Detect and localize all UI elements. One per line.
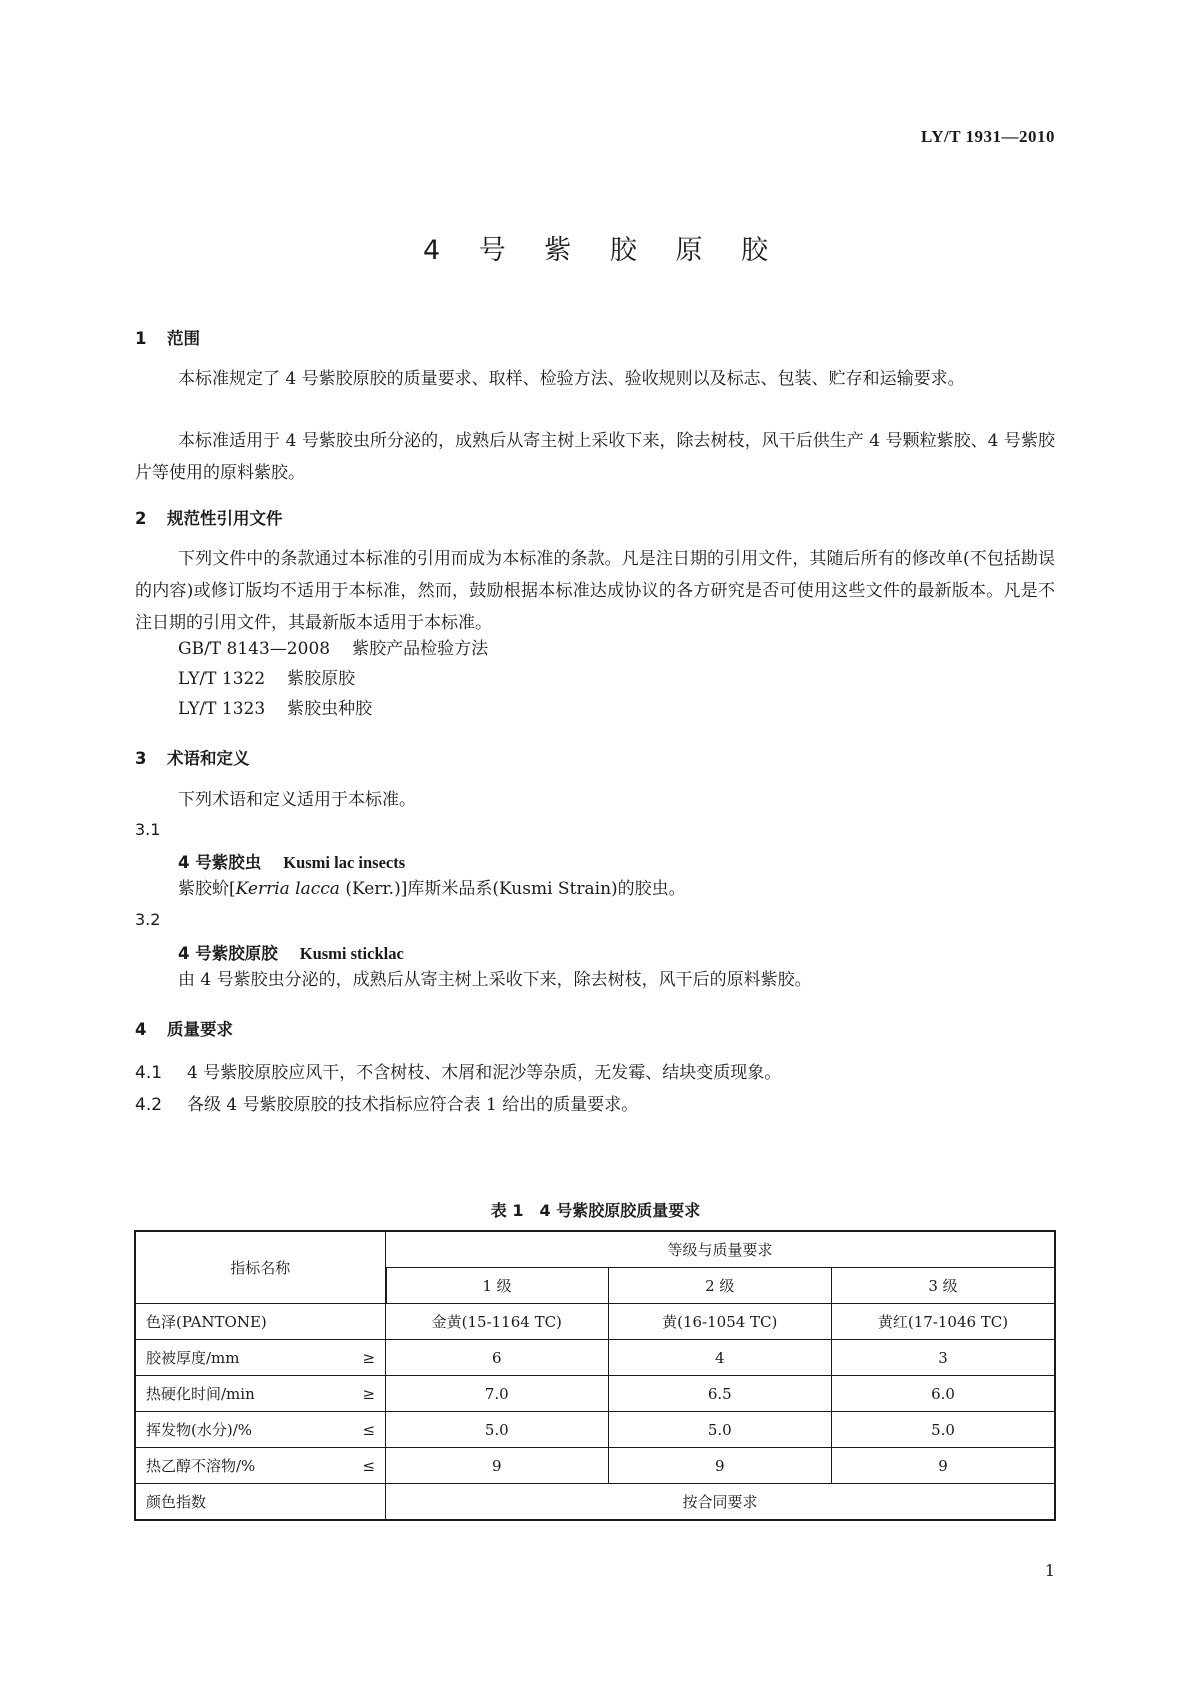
reference-name: 紫胶产品检验方法 xyxy=(352,639,489,659)
indicator-name: 颜色指数 xyxy=(135,1484,386,1521)
value-cell: 7.0 xyxy=(386,1376,608,1412)
clause-text: 4 号紫胶原胶应风干，不含树枝、木屑和泥沙等杂质，无发霉、结块变质现象。 xyxy=(187,1063,782,1083)
document-title: 4 号 紫 胶 原 胶 xyxy=(422,235,784,266)
reference-name: 紫胶原胶 xyxy=(287,669,356,689)
clause-item xyxy=(135,1090,638,1115)
reference-code: LY/T 1322 xyxy=(178,669,266,689)
page-number: 1 xyxy=(1044,1561,1055,1580)
term-heading xyxy=(178,940,404,964)
value-cell: 金黄(15-1164 TC) xyxy=(386,1304,608,1340)
quality-requirements-table xyxy=(134,1230,1056,1521)
section-title: 质量要求 xyxy=(167,1020,233,1039)
value-cell: 6 xyxy=(386,1340,608,1376)
table-row xyxy=(135,1448,1055,1484)
grade-group-header: 等级与质量要求 xyxy=(386,1231,1055,1268)
value-cell: 5.0 xyxy=(831,1412,1055,1448)
reference-code: LY/T 1323 xyxy=(178,699,266,719)
comparison-sign: ≥ xyxy=(362,1348,376,1367)
term-definition xyxy=(178,873,686,905)
section-2-paragraph: 下列文件中的条款通过本标准的引用而成为本标准的条款。凡是注日期的引用文件，其随后所有的修改单(不包括勘误的内容)或修订版均不适用于本标准，然而，鼓励根据本标准达成协议的各方研究是否可使用这些文件的最新版本。凡是不注日期的引用文件，其最新版本适用于本标准。 xyxy=(135,549,1055,633)
term-english: Kusmi lac insects xyxy=(283,853,406,872)
indicator-name: 热硬化时间/min xyxy=(146,1385,255,1403)
section-4-heading xyxy=(135,1016,233,1040)
comparison-sign: ≤ xyxy=(362,1456,376,1475)
clause-number: 4.1 xyxy=(135,1063,163,1083)
section-title: 范围 xyxy=(167,329,200,348)
section-2-heading xyxy=(135,505,283,529)
table-row xyxy=(135,1304,1055,1340)
value-cell: 5.0 xyxy=(608,1412,831,1448)
indicator-cell xyxy=(135,1412,386,1448)
reference-code: GB/T 8143—2008 xyxy=(178,639,331,659)
reference-item xyxy=(178,663,355,695)
reference-item xyxy=(178,633,488,665)
comparison-sign: ≤ xyxy=(362,1420,376,1439)
clause-text: 各级 4 号紫胶原胶的技术指标应符合表 1 给出的质量要求。 xyxy=(187,1095,639,1115)
term-number: 3.2 xyxy=(135,910,161,929)
value-cell: 黄红(17-1046 TC) xyxy=(831,1304,1055,1340)
indicator-cell xyxy=(135,1376,386,1412)
section-number: 3 xyxy=(135,749,147,768)
table-number: 表 1 xyxy=(490,1201,524,1220)
indicator-name: 色泽(PANTONE) xyxy=(146,1313,267,1331)
grade-header: 2 级 xyxy=(608,1268,831,1304)
value-cell: 6.5 xyxy=(608,1376,831,1412)
table-row xyxy=(135,1376,1055,1412)
reference-item xyxy=(178,693,372,725)
section-title: 规范性引用文件 xyxy=(167,509,283,528)
grade-header: 3 级 xyxy=(831,1268,1055,1304)
section-1-heading xyxy=(135,325,200,349)
value-cell: 9 xyxy=(608,1448,831,1484)
term-number: 3.1 xyxy=(135,820,161,839)
section-number: 4 xyxy=(135,1020,147,1039)
section-number: 1 xyxy=(135,329,147,348)
value-cell: 9 xyxy=(386,1448,608,1484)
table-row xyxy=(135,1412,1055,1448)
section-title: 术语和定义 xyxy=(167,749,250,768)
clause-number: 4.2 xyxy=(135,1095,163,1115)
value-cell: 黄(16-1054 TC) xyxy=(608,1304,831,1340)
indicator-cell xyxy=(135,1304,386,1340)
comparison-sign: ≥ xyxy=(362,1384,376,1403)
reference-name: 紫胶虫种胶 xyxy=(287,699,373,719)
species-name: Kerria lacca xyxy=(235,879,340,899)
clause-item xyxy=(135,1058,781,1083)
section-1-paragraph-1: 本标准规定了 4 号紫胶原胶的质量要求、取样、检验方法、验收规则以及标志、包装、贮存和运输要求。 xyxy=(178,369,965,389)
term-english: Kusmi sticklac xyxy=(299,944,404,963)
term-chinese: 4 号紫胶虫 xyxy=(178,853,262,872)
value-cell: 9 xyxy=(831,1448,1055,1484)
value-cell: 6.0 xyxy=(831,1376,1055,1412)
definition-text: 紫胶蚧[ xyxy=(178,879,236,899)
indicator-name: 挥发物(水分)/% xyxy=(146,1421,253,1439)
grade-header: 1 级 xyxy=(386,1268,608,1304)
indicator-cell xyxy=(135,1340,386,1376)
standard-code: LY/T 1931—2010 xyxy=(920,127,1055,146)
value-cell: 3 xyxy=(831,1340,1055,1376)
section-1-paragraph-2: 本标准适用于 4 号紫胶虫所分泌的，成熟后从寄主树上采收下来，除去树枝，风干后供生产 4 号颗粒紫胶、4 号紫胶片等使用的原料紫胶。 xyxy=(135,431,1055,483)
value-cell: 5.0 xyxy=(386,1412,608,1448)
term-definition: 由 4 号紫胶虫分泌的，成熟后从寄主树上采收下来，除去树枝，风干后的原料紫胶。 xyxy=(178,970,812,990)
indicator-header: 指标名称 xyxy=(135,1231,386,1304)
table-title: 4 号紫胶原胶质量要求 xyxy=(539,1201,701,1220)
indicator-name: 胶被厚度/mm xyxy=(146,1349,240,1367)
definition-text: (Kerr.)]库斯米品系(Kusmi Strain)的胶虫。 xyxy=(339,879,686,899)
table-row xyxy=(135,1340,1055,1376)
table-header-row xyxy=(135,1231,1055,1268)
value-cell: 4 xyxy=(608,1340,831,1376)
indicator-name: 热乙醇不溶物/% xyxy=(146,1457,256,1475)
table-caption xyxy=(0,1198,1191,1221)
term-chinese: 4 号紫胶原胶 xyxy=(178,944,278,963)
table-row xyxy=(135,1484,1055,1521)
value-cell: 按合同要求 xyxy=(386,1484,1055,1521)
indicator-cell xyxy=(135,1448,386,1484)
section-number: 2 xyxy=(135,509,147,528)
term-heading xyxy=(178,849,405,873)
section-3-heading xyxy=(135,745,250,769)
section-3-intro: 下列术语和定义适用于本标准。 xyxy=(178,790,416,810)
